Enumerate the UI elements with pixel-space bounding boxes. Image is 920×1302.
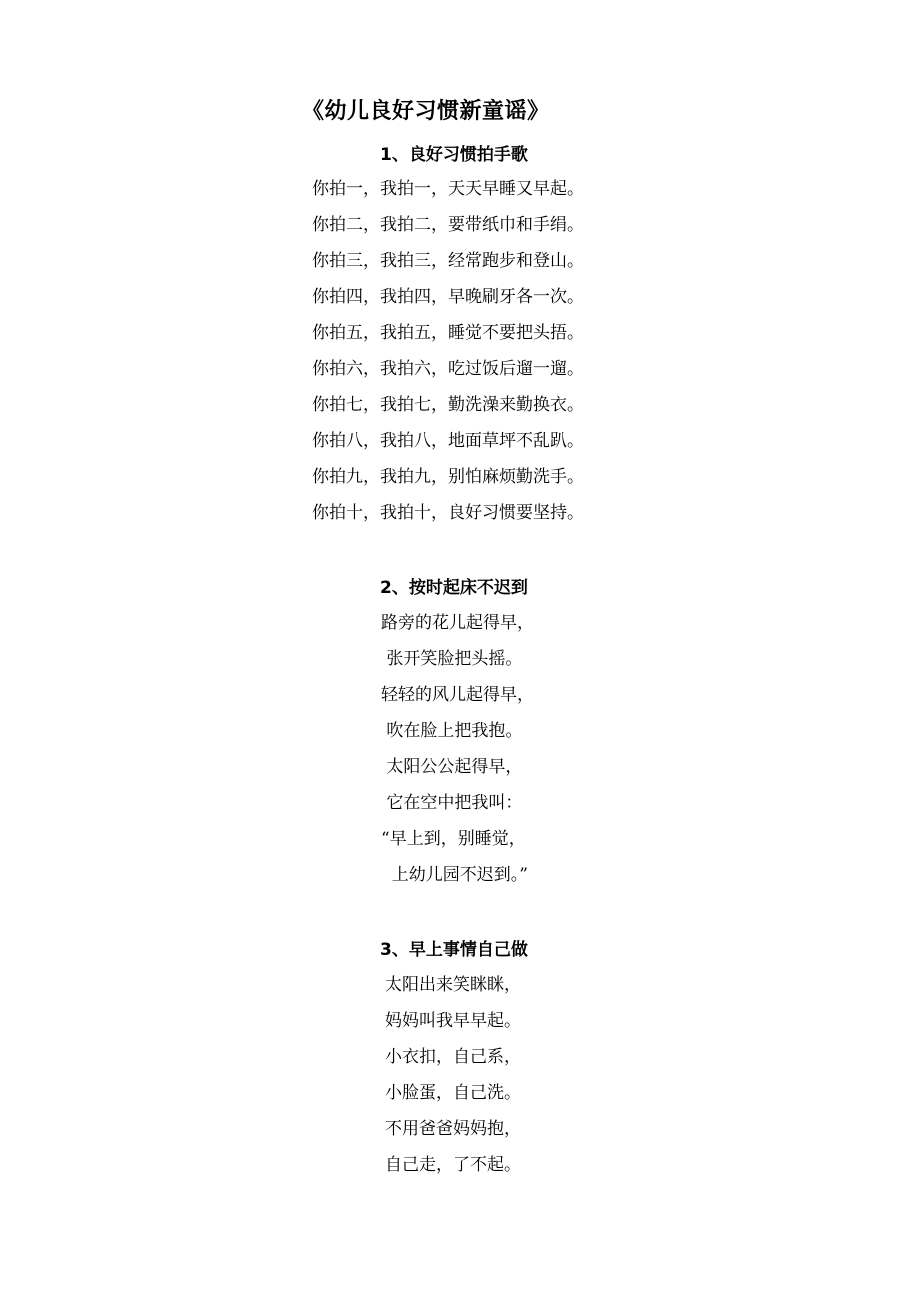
verse-line: 它在空中把我叫： xyxy=(381,793,523,813)
verse-line: 你拍四，我拍四，早晚刷牙各一次。 xyxy=(312,287,584,307)
verse-line: 上幼儿园不迟到。” xyxy=(381,865,528,885)
verse-line: 你拍二，我拍二，要带纸巾和手绢。 xyxy=(312,215,584,235)
verse-line: 你拍十，我拍十，良好习惯要坚持。 xyxy=(312,503,584,523)
section-heading-clapping-song: 1、良好习惯拍手歌 xyxy=(380,145,528,165)
section-heading-do-it-yourself: 3、早上事情自己做 xyxy=(380,940,528,960)
verse-line: 小脸蛋，自己洗。 xyxy=(385,1083,521,1103)
section-heading-wake-on-time: 2、按时起床不迟到 xyxy=(380,578,528,598)
verse-line: 小衣扣，自己系， xyxy=(385,1047,521,1067)
verse-line: 自己走，了不起。 xyxy=(385,1155,521,1175)
verse-line: “早上到，别睡觉， xyxy=(381,829,526,849)
verse-line: 你拍一，我拍一，天天早睡又早起。 xyxy=(312,179,584,199)
section-lines-clapping-song xyxy=(312,171,584,531)
section-lines-wake-on-time xyxy=(381,605,534,893)
verse-line: 太阳出来笑眯眯， xyxy=(385,975,521,995)
verse-line: 路旁的花儿起得早， xyxy=(381,613,534,633)
verse-line: 你拍三，我拍三，经常跑步和登山。 xyxy=(312,251,584,271)
verse-line: 妈妈叫我早早起。 xyxy=(385,1011,521,1031)
verse-line: 你拍七，我拍七，勤洗澡来勤换衣。 xyxy=(312,395,584,415)
verse-line: 不用爸爸妈妈抱， xyxy=(385,1119,521,1139)
verse-line: 你拍九，我拍九，别怕麻烦勤洗手。 xyxy=(312,467,584,487)
verse-line: 你拍五，我拍五，睡觉不要把头捂。 xyxy=(312,323,584,343)
verse-line: 你拍六，我拍六，吃过饭后遛一遛。 xyxy=(312,359,584,379)
verse-line: 轻轻的风儿起得早， xyxy=(381,685,534,705)
verse-line: 吹在脸上把我抱。 xyxy=(381,721,523,741)
verse-line: 你拍八，我拍八，地面草坪不乱趴。 xyxy=(312,431,584,451)
document-title: 《幼儿良好习惯新童谣》 xyxy=(302,99,550,124)
section-lines-do-it-yourself xyxy=(385,967,521,1183)
verse-line: 太阳公公起得早， xyxy=(381,757,523,777)
verse-line: 张开笑脸把头摇。 xyxy=(381,649,523,669)
